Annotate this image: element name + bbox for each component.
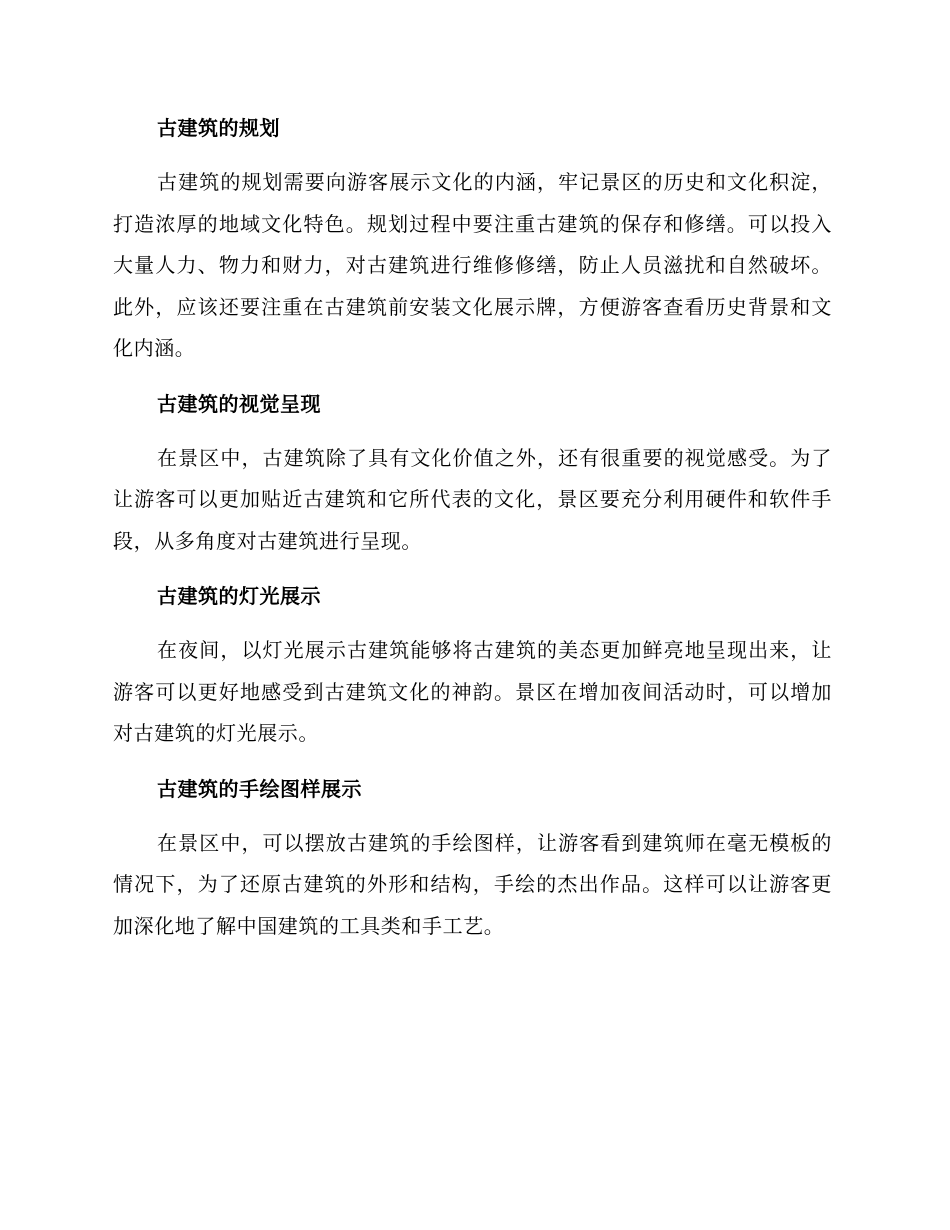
section-hand-drawn-display [113,769,832,948]
section-visual-presentation [113,384,832,563]
section-heading: 古建筑的规划 [157,116,280,140]
section-paragraph: 在夜间，以灯光展示古建筑能够将古建筑的美态更加鲜亮地呈现出来，让游客可以更好地感受到古建筑文化的神韵。景区在增加夜间活动时，可以增加对古建筑的灯光展示。 [113,638,832,745]
section-heading: 古建筑的视觉呈现 [157,391,321,416]
section-heading: 古建筑的手绘图样展示 [157,776,362,801]
section-paragraph: 古建筑的规划需要向游客展示文化的内涵，牢记景区的历史和文化积淀，打造浓厚的地域文化特色。规划过程中要注重古建筑的保存和修缮。可以投入大量人力、物力和财力，对古建筑进行维修修缮，防止人员滋扰和自然破坏。此外，应该还要注重在古建筑前安装文化展示牌，方便游客查看历史背景和文化内涵。 [113,170,832,360]
section-planning [113,108,832,370]
section-heading: 古建筑的灯光展示 [157,584,321,608]
section-lighting-display [113,576,832,755]
section-paragraph: 在景区中，可以摆放古建筑的手绘图样，让游客看到建筑师在毫无模板的情况下，为了还原古建筑的外形和结构，手绘的杰出作品。这样可以让游客更加深化地了解中国建筑的工具类和手工艺。 [113,830,832,938]
section-paragraph: 在景区中，古建筑除了具有文化价值之外，还有很重要的视觉感受。为了让游客可以更加贴近古建筑和它所代表的文化，景区要充分利用硬件和软件手段，从多角度对古建筑进行呈现。 [113,445,832,553]
